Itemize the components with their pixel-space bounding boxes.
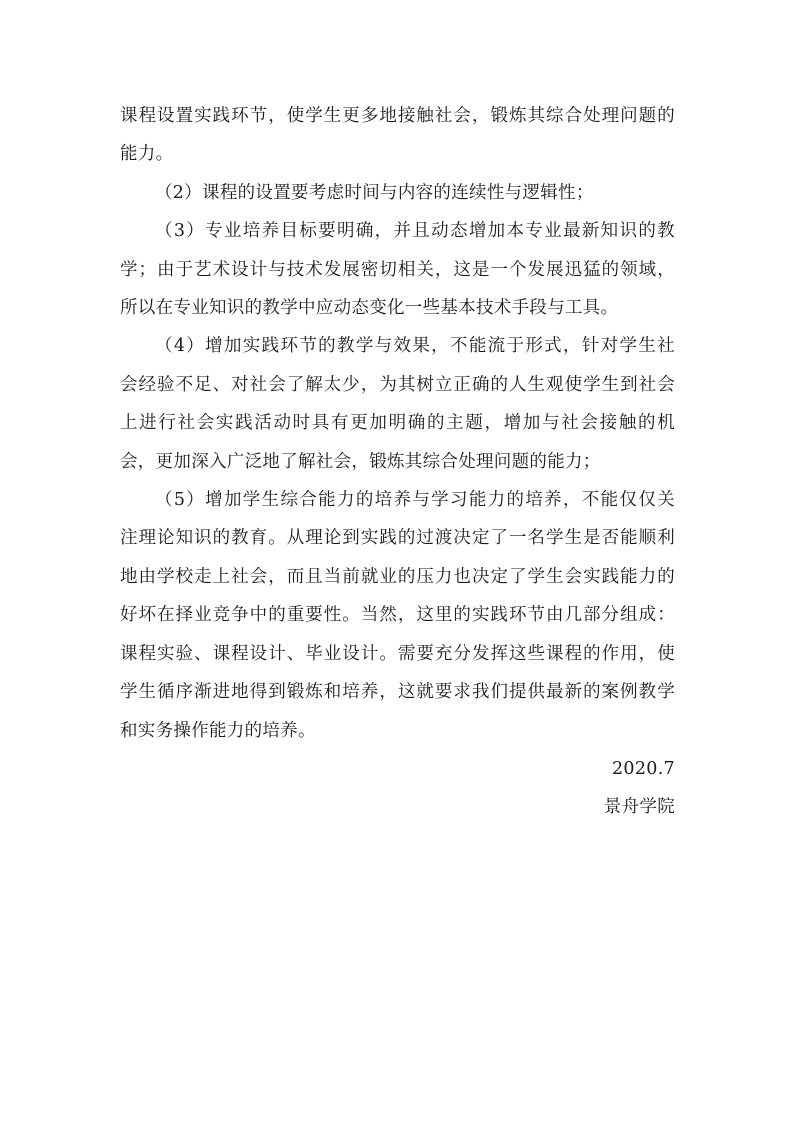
text-line: 注理论知识的教育。从理论到实践的过渡决定了一名学生是否能顺利 — [120, 528, 675, 549]
text-line: 地由学校走上社会，而且当前就业的压力也决定了学生会实践能力的 — [120, 566, 675, 587]
paragraph-intro — [120, 97, 675, 174]
text-line: 好坏在择业竞争中的重要性。当然，这里的实践环节由几部分组成： — [120, 605, 675, 626]
text-line: 会，更加深入广泛地了解社会，锻炼其综合处理问题的能力； — [120, 451, 601, 472]
text-line: （5）增加学生综合能力的培养与学习能力的培养，不能仅仅关 — [155, 490, 675, 511]
paragraph-point-4 — [120, 327, 675, 481]
document-body — [120, 97, 675, 827]
text-line: 和实务操作能力的培养。 — [120, 720, 316, 741]
text-line: （2）课程的设置要考虑时间与内容的连续性与逻辑性； — [155, 182, 594, 203]
text-line: 学生循序渐进地得到锻炼和培养，这就要求我们提供最新的案例教学 — [120, 682, 675, 703]
text-line: （4）增加实践环节的教学与效果，不能流于形式，针对学生社 — [155, 336, 675, 357]
text-line: （3）专业培养目标要明确，并且动态增加本专业最新知识的教 — [155, 221, 675, 242]
text-line: 会经验不足、对社会了解太少，为其树立正确的人生观使学生到社会 — [120, 374, 675, 395]
text-line: 所以在专业知识的教学中应动态变化一些基本技术手段与工具。 — [120, 298, 619, 319]
text-line: 课程实验、课程设计、毕业设计。需要充分发挥这些课程的作用，使 — [120, 643, 675, 664]
text-line: 课程设置实践环节，使学生更多地接触社会，锻炼其综合处理问题的 — [120, 106, 675, 126]
paragraph-point-3 — [120, 212, 675, 327]
paragraph-point-2 — [120, 174, 675, 212]
paragraph-point-5 — [120, 481, 675, 750]
text-line: 学；由于艺术设计与技术发展密切相关，这是一个发展迅猛的领域， — [120, 259, 675, 280]
text-line: 能力。 — [120, 144, 174, 165]
closing-organization: 景舟学院 — [603, 797, 675, 818]
closing-date: 2020.7 — [611, 758, 675, 779]
text-line: 上进行社会实践活动时具有更加明确的主题，增加与社会接触的机 — [120, 413, 675, 434]
